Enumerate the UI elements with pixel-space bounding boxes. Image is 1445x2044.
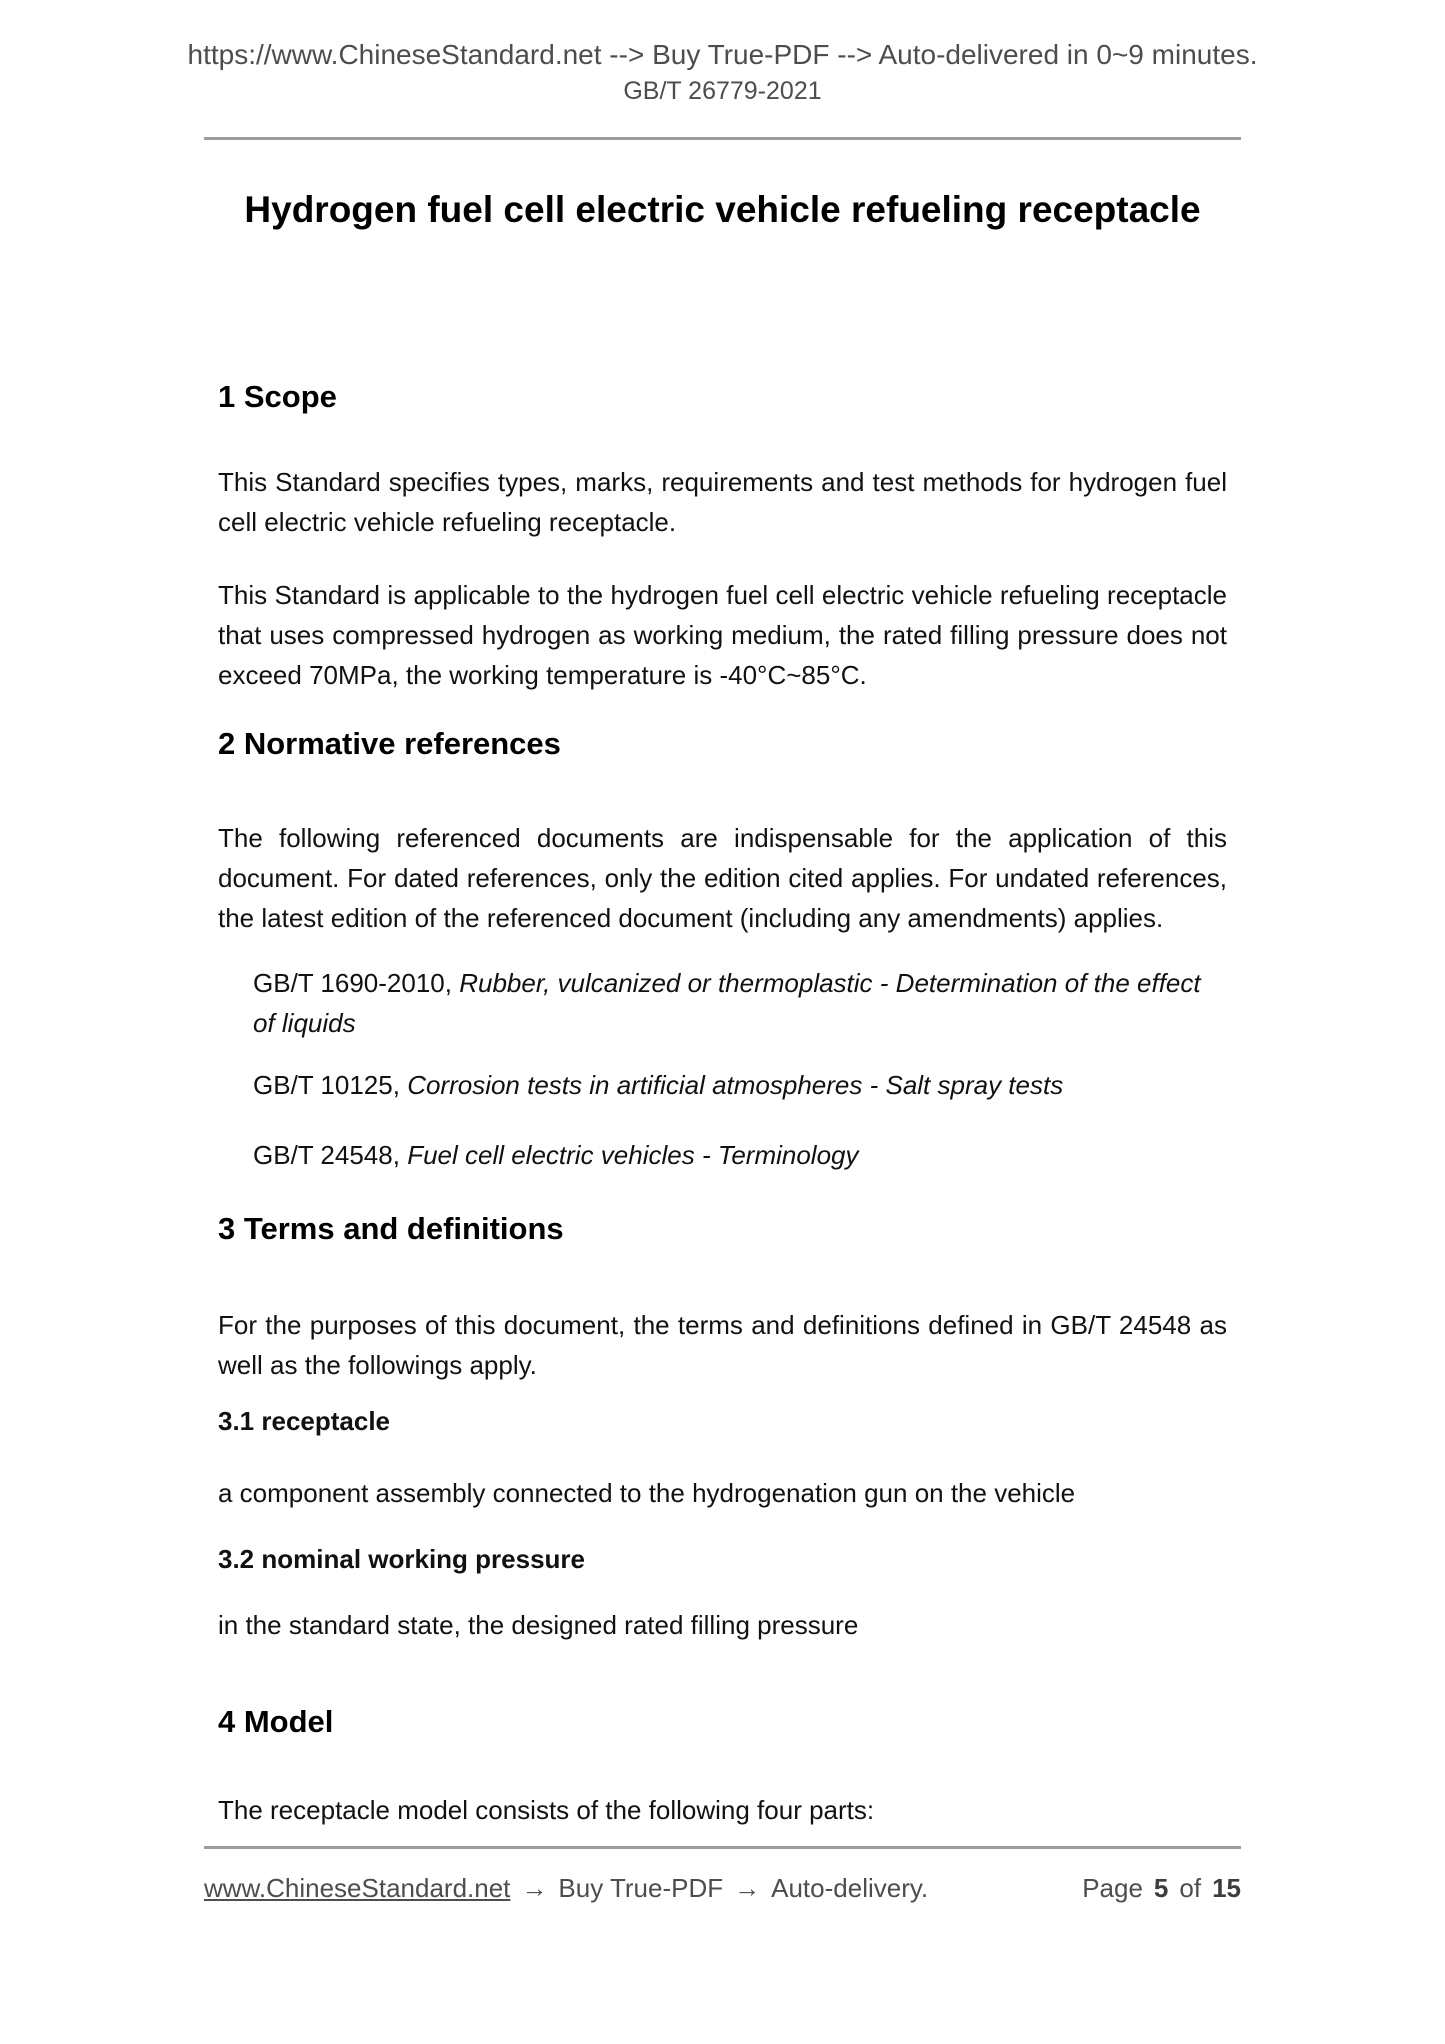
- right-arrow-icon: →: [734, 1873, 761, 1903]
- term-definition: a component assembly connected to the hydrogenation gun on the vehicle: [218, 1478, 1076, 1508]
- term-number-name: 3.2 nominal working pressure: [218, 1544, 585, 1574]
- page-header: [0, 0, 1445, 106]
- reference-item: [218, 1065, 1227, 1105]
- model-paragraph: The receptacle model consists of the following four parts:: [218, 1795, 875, 1825]
- reference-title: Fuel cell electric vehicles - Terminology: [407, 1140, 859, 1170]
- doc-code: GB/T 26779-2021: [623, 77, 822, 105]
- reference-code: GB/T 1690-2010,: [253, 968, 452, 998]
- header-url-line: https://www.ChineseStandard.net --> Buy True-PDF --> Auto-delivered in 0~9 minutes.: [187, 39, 1258, 70]
- top-rule: [204, 137, 1241, 140]
- term-number-name: 3.1 receptacle: [218, 1406, 391, 1436]
- footer-buy-label: Buy True-PDF: [558, 1873, 724, 1903]
- footer-delivery-info: [204, 1871, 928, 1905]
- of-label: of: [1179, 1873, 1202, 1903]
- page-total: 15: [1212, 1873, 1241, 1903]
- section-heading-normative-references: 2 Normative references: [218, 726, 561, 761]
- reference-title: Rubber, vulcanized or thermoplastic - Determination of the effect of liquids: [253, 968, 1201, 1038]
- terms-intro-paragraph: For the purposes of this document, the terms and definitions defined in GB/T 24548 as well as the followings apply.: [218, 1310, 1227, 1380]
- scope-paragraph-1: This Standard specifies types, marks, requirements and test methods for hydrogen fuel cell electric vehicle refueling receptacle.: [218, 467, 1227, 537]
- normative-intro-paragraph: The following referenced documents are indispensable for the application of this document. For dated references, only the edition cited applies. For undated references, the latest edition of the referenced document (including any amendments) applies.: [218, 823, 1227, 933]
- reference-item: [218, 963, 1227, 1043]
- section-heading-model: 4 Model: [218, 1704, 334, 1739]
- page-title: Hydrogen fuel cell electric vehicle refueling receptacle: [244, 189, 1201, 230]
- right-arrow-icon: →: [521, 1873, 548, 1903]
- page-current: 5: [1153, 1873, 1169, 1903]
- page-label: Page: [1082, 1873, 1143, 1903]
- document-body: [218, 187, 1227, 1830]
- reference-code: GB/T 10125,: [253, 1070, 400, 1100]
- term-definition: in the standard state, the designed rated filling pressure: [218, 1610, 859, 1640]
- page-number-indicator: [1082, 1871, 1241, 1905]
- scope-paragraph-2: This Standard is applicable to the hydrogen fuel cell electric vehicle refueling receptacle that uses compressed hydrogen as working medium, the rated filling pressure does not exceed 70MPa, the working temperature is -40°C~85°C.: [218, 580, 1227, 690]
- reference-item: [218, 1135, 1227, 1175]
- section-heading-terms-definitions: 3 Terms and definitions: [218, 1211, 564, 1246]
- page-footer: [204, 1871, 1241, 1905]
- bottom-rule: [204, 1846, 1241, 1849]
- reference-title: Corrosion tests in artificial atmospheres - Salt spray tests: [407, 1070, 1064, 1100]
- section-heading-scope: 1 Scope: [218, 379, 337, 414]
- footer-site-link[interactable]: www.ChineseStandard.net: [204, 1873, 511, 1903]
- footer-delivery-label: Auto-delivery.: [771, 1873, 929, 1903]
- reference-code: GB/T 24548,: [253, 1140, 400, 1170]
